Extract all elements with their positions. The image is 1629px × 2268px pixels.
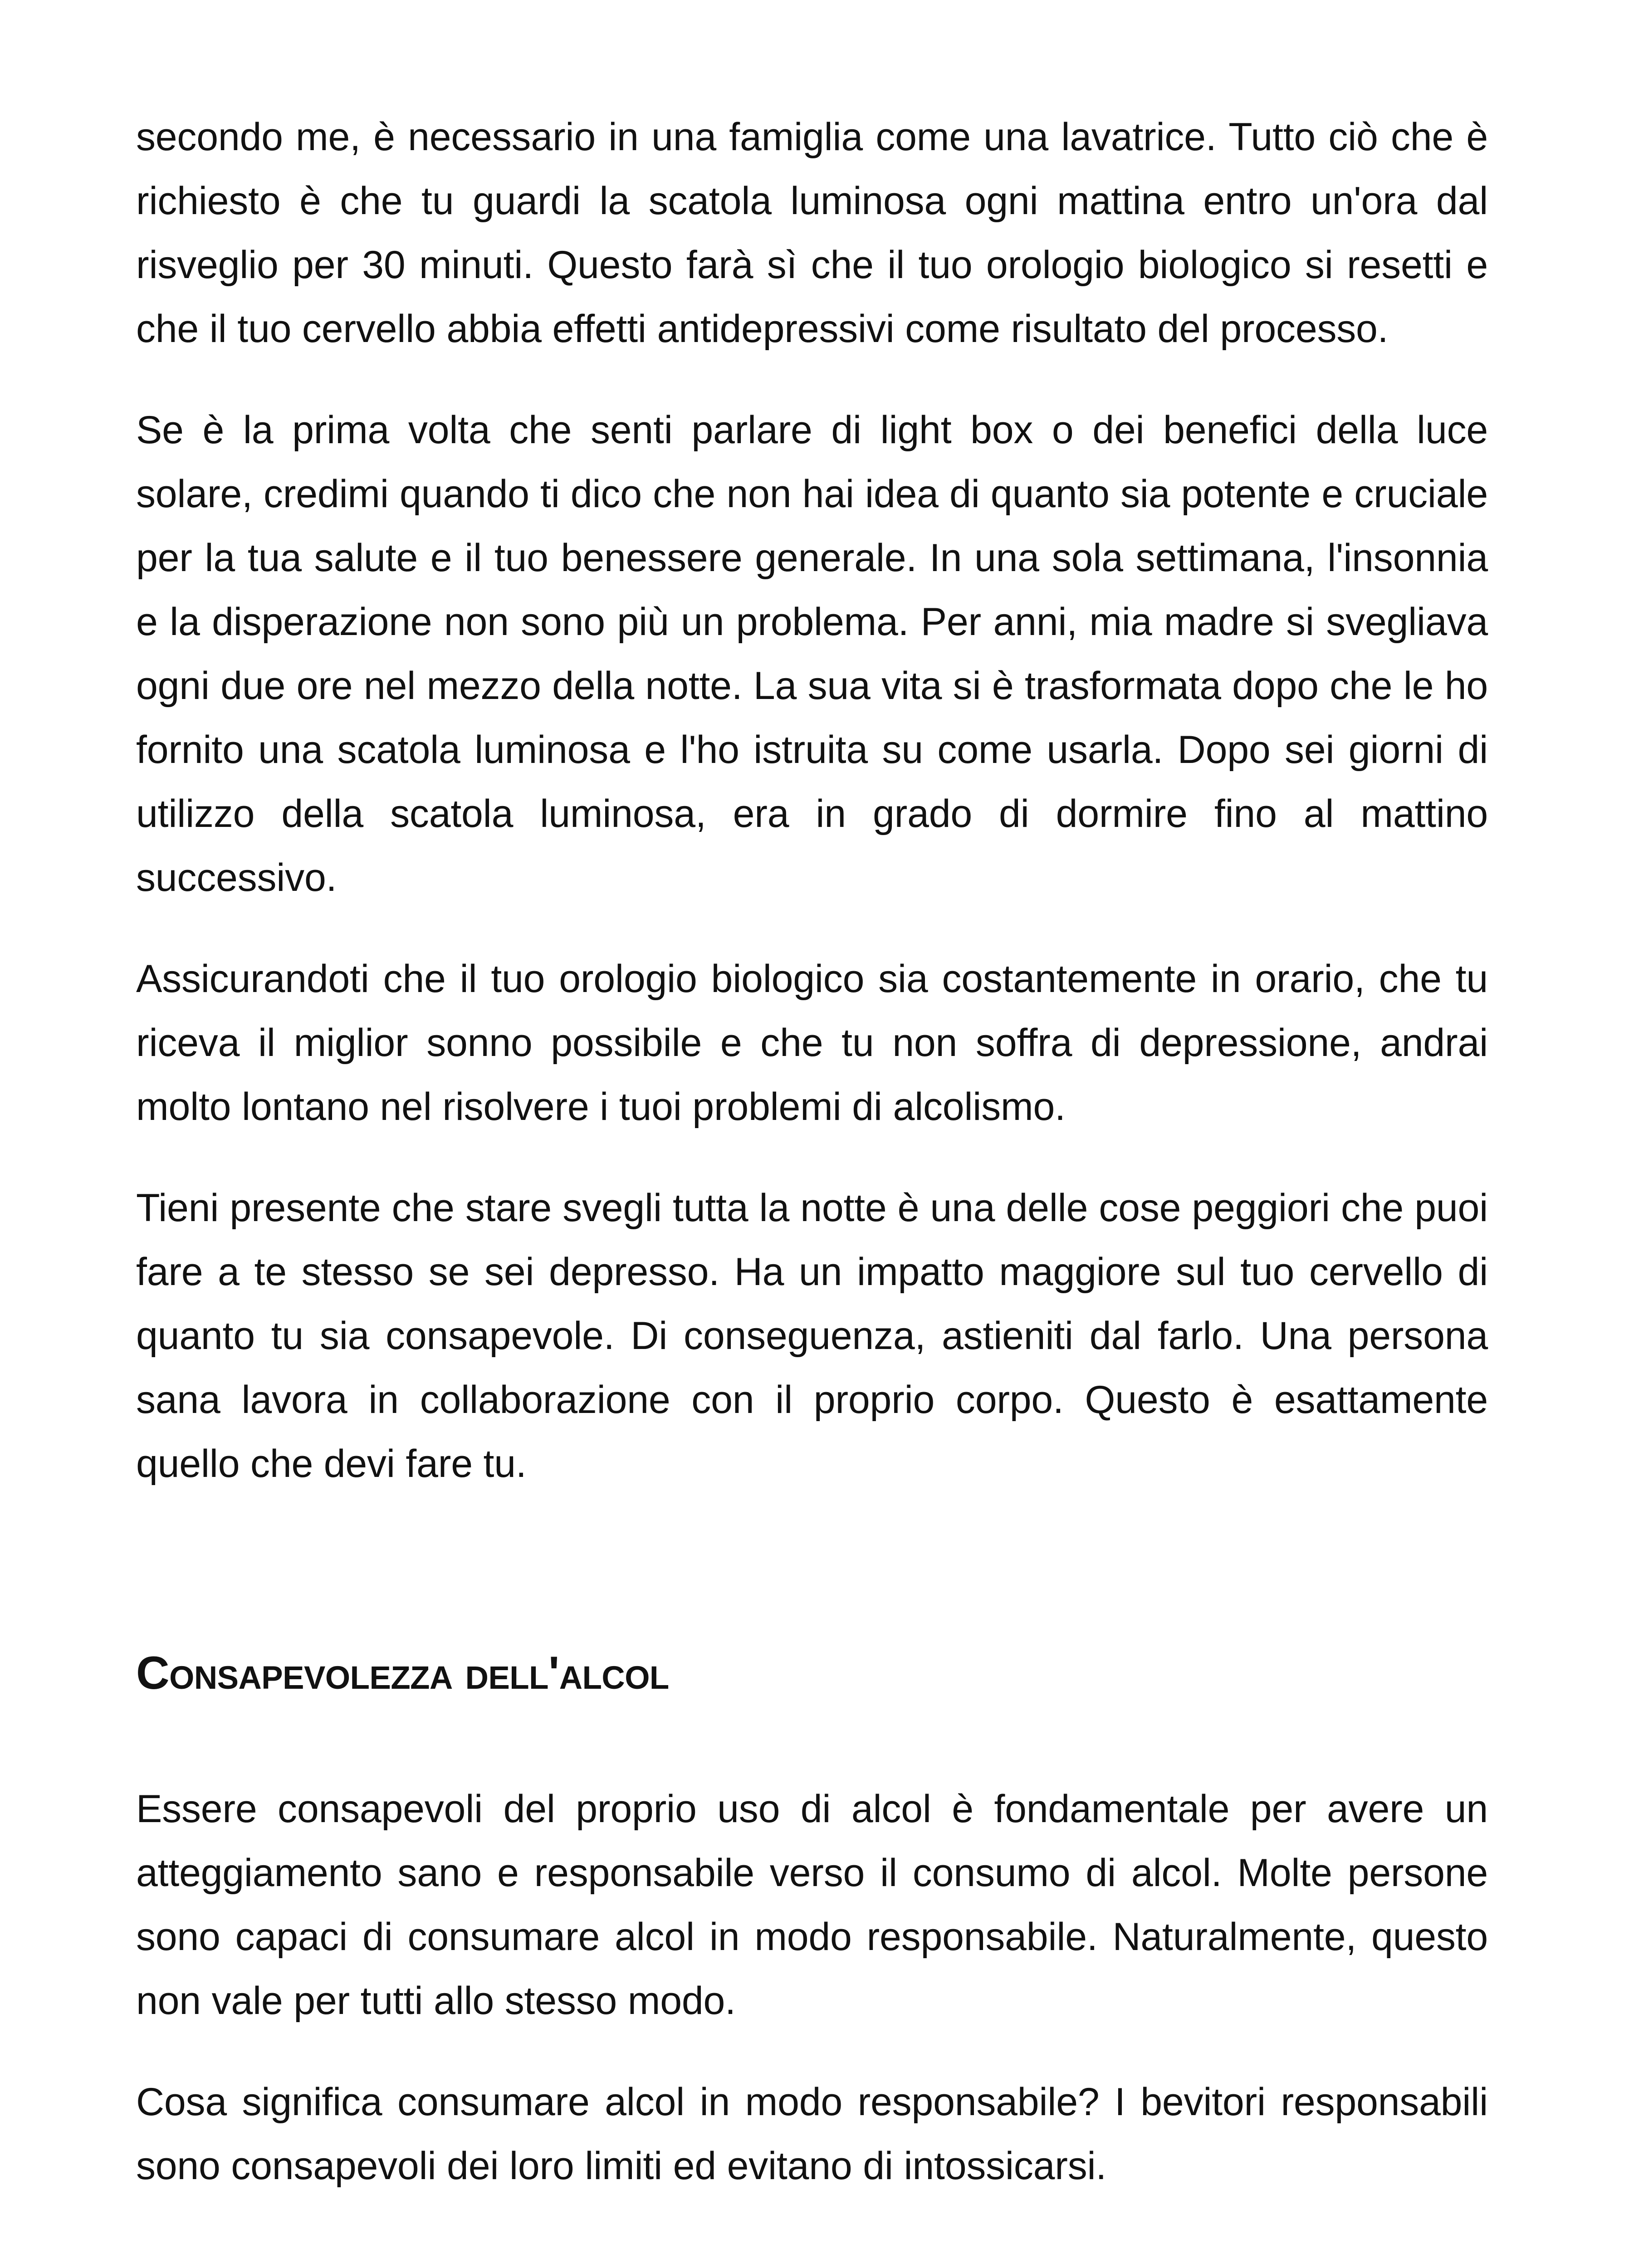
- paragraph-biological-clock: Assicurandoti che il tuo orologio biologico sia costantemente in orario, che tu riceva il miglior sonno possibile e che tu non soffra di depressione, andrai molto lontano nel risolvere i tuoi problemi di alcolismo.: [136, 957, 1488, 1129]
- paragraph-light-box-usage: secondo me, è necessario in una famiglia come una lavatrice. Tutto ciò che è richiesto è che tu guardi la scatola luminosa ogni mattina entro un'ora dal risveglio per 30 minuti. Questo farà sì che il tuo orologio biologico si resetti e che il tuo cervello abbia effetti antidepressivi come risultato del processo.: [136, 115, 1488, 351]
- paragraph-staying-awake: Tieni presente che stare svegli tutta la notte è una delle cose peggiori che puoi fare a te stesso se sei depresso. Ha un impatto maggiore sul tuo cervello di quanto tu sia consapevole. Di conseguenza, astieniti dal farlo. Una persona sana lavora in collaborazione con il proprio corpo. Questo è esattamente quello che devi fare tu.: [136, 1186, 1488, 1486]
- section-heading: Consapevolezza dell'alcol: [136, 1647, 669, 1699]
- paragraph-responsible-drinking: Cosa significa consumare alcol in modo responsabile? I bevitori responsabili sono consapevoli dei loro limiti ed evitano di intossicarsi.: [136, 2080, 1488, 2188]
- page-body: [136, 105, 1488, 2235]
- paragraph-light-box-benefits: Se è la prima volta che senti parlare di light box o dei benefici della luce solare, credimi quando ti dico che non hai idea di quanto sia potente e cruciale per la tua salute e il tuo benessere generale. In una sola settimana, l'insonnia e la disperazione non sono più un problema. Per anni, mia madre si svegliava ogni due ore nel mezzo della notte. La sua vita si è trasformata dopo che le ho fornito una scatola luminosa e l'ho istruita su come usarla. Dopo sei giorni di utilizzo della scatola luminosa, era in grado di dormire fino al mattino successivo.: [136, 408, 1488, 899]
- paragraph-alcohol-awareness: Essere consapevoli del proprio uso di alcol è fondamentale per avere un atteggiamento sano e responsabile verso il consumo di alcol. Molte persone sono capaci di consumare alcol in modo responsabile. Naturalmente, questo non vale per tutti allo stesso modo.: [136, 1787, 1488, 2023]
